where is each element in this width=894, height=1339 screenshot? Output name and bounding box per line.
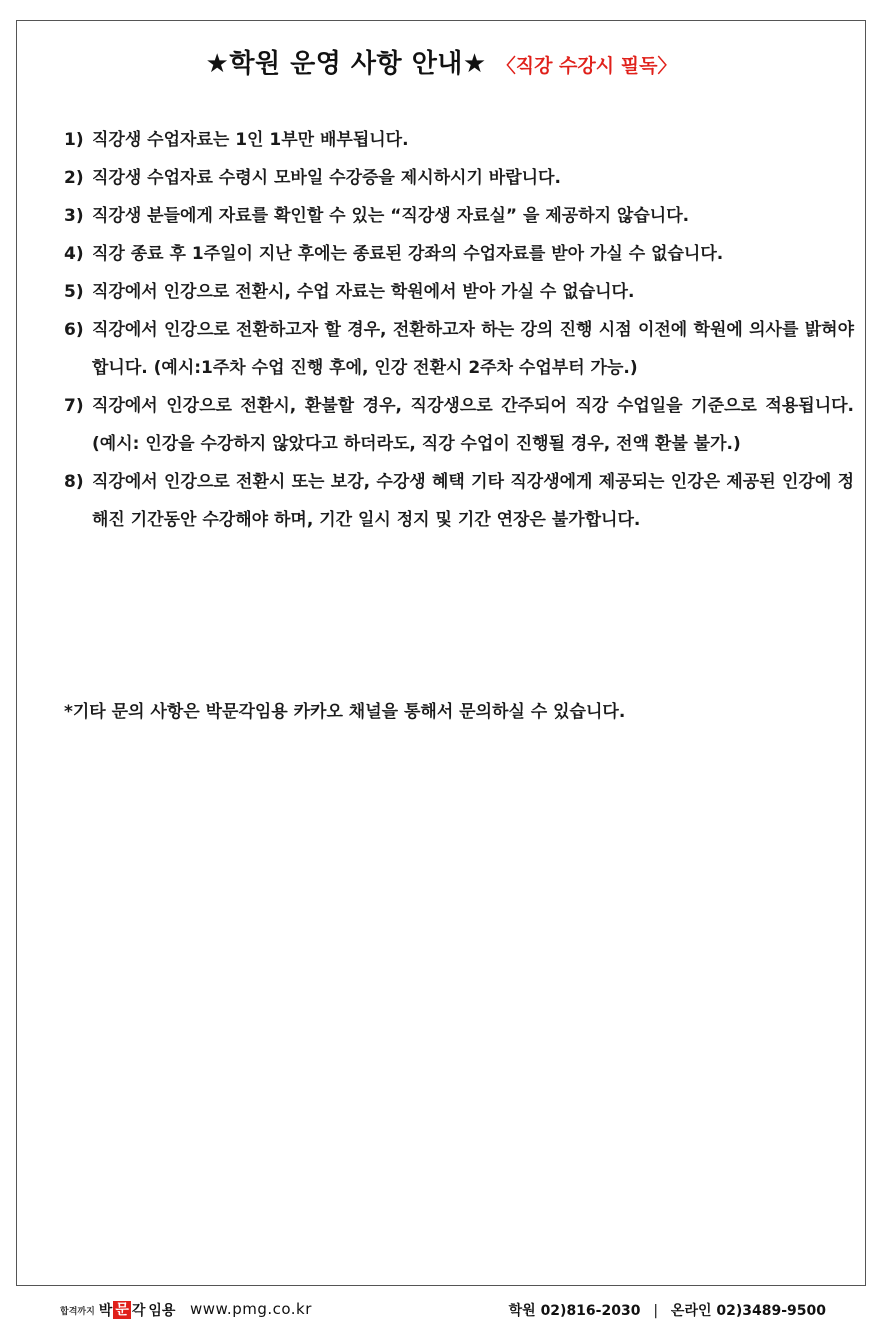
inquiry-note: *기타 문의 사항은 박문각임용 카카오 채널을 통해서 문의하실 수 있습니다.: [64, 702, 626, 722]
online-label: 온라인: [670, 1303, 712, 1319]
item-number: 7): [64, 396, 84, 416]
brand-tagline: 합격까지: [60, 1306, 95, 1317]
item-number: 8): [64, 472, 84, 492]
item-text: 직강에서 인강으로 전환시 또는 보강, 수강생 혜택 기타 직강생에게 제공되는 인강은 제공된 인강에 정해진 기간동안 수강해야 하며, 기간 일시 정지 및 기간 연장은 불가합니다.: [92, 472, 854, 530]
contact-info: [509, 1300, 826, 1320]
item-text: 직강에서 인강으로 전환하고자 할 경우, 전환하고자 하는 강의 진행 시점 이전에 학원에 의사를 밝혀야 합니다. (예시:1주차 수업 진행 후에, 인강 전환시 2주차 수업부터 가능.): [92, 320, 854, 378]
list-item: [64, 121, 854, 159]
brand-name-pre: 박: [98, 1303, 113, 1319]
brand-name-box: 문: [115, 1302, 129, 1318]
brand-logo: [60, 1300, 175, 1320]
item-text: 직강에서 인강으로 전환시, 수업 자료는 학원에서 받아 가실 수 없습니다.: [92, 282, 635, 302]
item-text: 직강에서 인강으로 전환시, 환불할 경우, 직강생으로 간주되어 직강 수업일을 기준으로 적용됩니다. (예시: 인강을 수강하지 않았다고 하더라도, 직강 수업이 진행될 경우, 전액 환불 불가.): [92, 396, 854, 454]
footer: [0, 1296, 894, 1324]
list-item: [64, 159, 854, 197]
item-number: 1): [64, 130, 84, 150]
item-text: 직강생 수업자료 수령시 모바일 수강증을 제시하시기 바랍니다.: [92, 168, 561, 188]
item-text: 직강 종료 후 1주일이 지난 후에는 종료된 강좌의 수업자료를 받아 가실 수 없습니다.: [92, 244, 724, 264]
item-number: 2): [64, 168, 84, 188]
header: [17, 43, 865, 80]
notice-frame: [16, 20, 866, 1286]
list-item: [64, 311, 854, 387]
item-number: 6): [64, 320, 84, 340]
academy-label: 학원: [508, 1303, 536, 1319]
item-number: 3): [64, 206, 84, 226]
online-phone: 02)3489-9500: [716, 1303, 826, 1319]
academy-phone: 02)816-2030: [540, 1303, 641, 1319]
page-subtitle: 〈직강 수강시 필독〉: [496, 55, 677, 77]
website-link[interactable]: www.pmg.co.kr: [190, 1300, 312, 1318]
brand-subname: 임용: [148, 1303, 176, 1319]
list-item: [64, 197, 854, 235]
brand-name-post: 각: [131, 1303, 146, 1319]
contact-separator: |: [653, 1303, 659, 1319]
list-item: [64, 387, 854, 463]
notice-list: [64, 121, 854, 539]
page-title: ★학원 운영 사항 안내★: [205, 49, 487, 79]
item-text: 직강생 수업자료는 1인 1부만 배부됩니다.: [92, 130, 409, 150]
item-text: 직강생 분들에게 자료를 확인할 수 있는 “직강생 자료실” 을 제공하지 않습니다.: [92, 206, 690, 226]
list-item: [64, 235, 854, 273]
item-number: 5): [64, 282, 84, 302]
list-item: [64, 463, 854, 539]
item-number: 4): [64, 244, 84, 264]
list-item: [64, 273, 854, 311]
